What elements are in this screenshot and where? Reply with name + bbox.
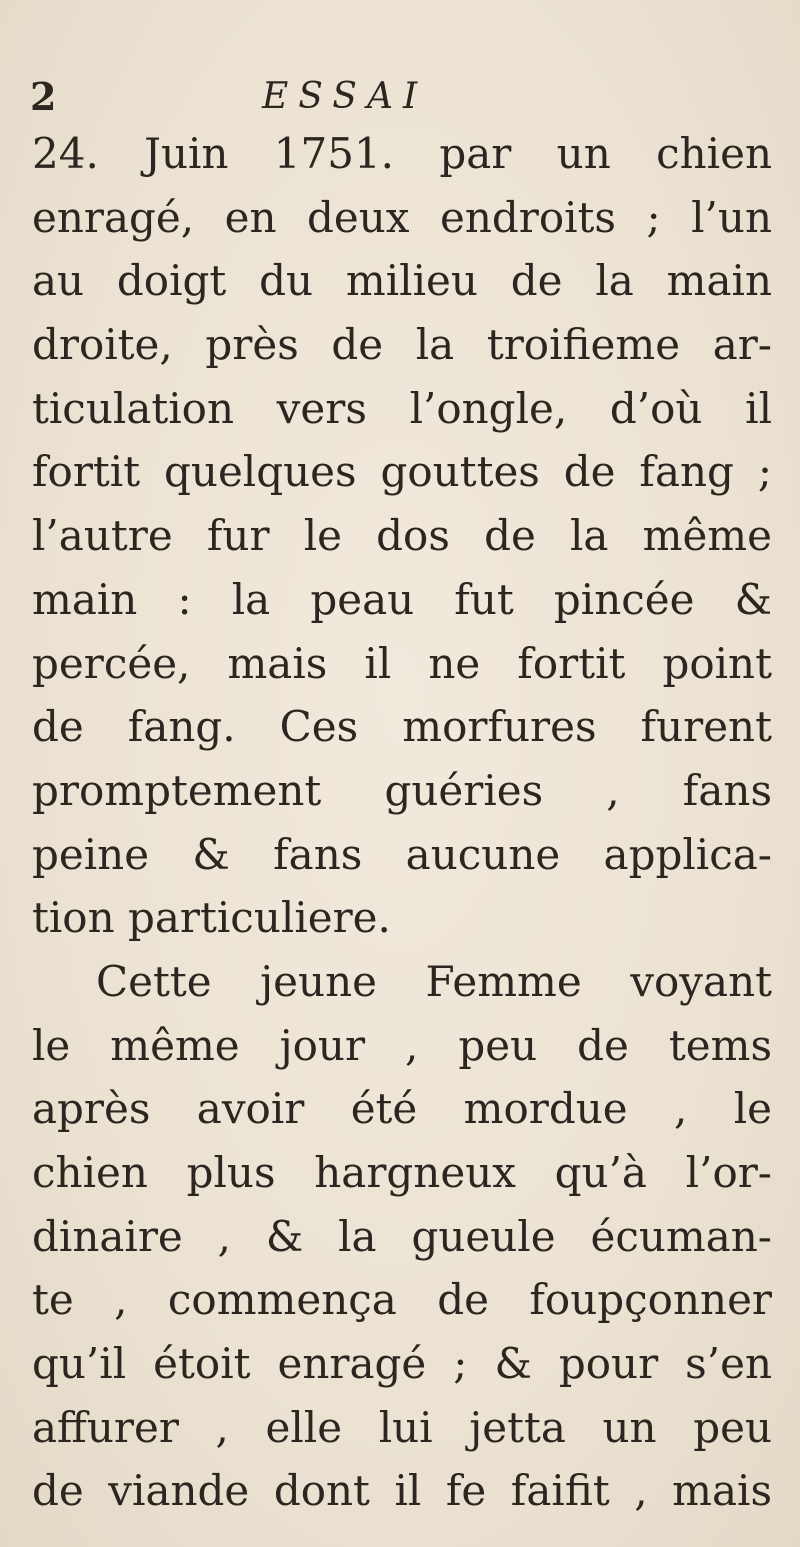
text-line: Cette jeune Femme voyant	[96, 956, 772, 1006]
running-head	[0, 72, 800, 122]
text-line: dinaire , & la gueule écuman-	[32, 1211, 772, 1261]
page-number: 2	[30, 74, 57, 119]
text-line: ticulation vers l’ongle, d’où il	[32, 383, 772, 433]
text-line: promptement guéries , fans	[32, 765, 772, 815]
text-line: l’autre fur le dos de la même	[32, 511, 772, 561]
text-line: peine & fans aucune applica-	[32, 829, 772, 879]
text-line: percée, mais il ne fortit point	[32, 638, 772, 688]
text-line: de viande dont il fe faifit , mais	[32, 1466, 772, 1516]
text-line: de fang. Ces morfures furent	[32, 702, 772, 752]
text-line: main : la peau fut pincée &	[32, 574, 772, 624]
text-line: le même jour , peu de tems	[32, 1020, 772, 1070]
running-title: ESSAI	[262, 76, 428, 117]
text-line: chien plus hargneux qu’à l’or-	[32, 1148, 772, 1197]
text-line: affurer , elle lui jetta un peu	[32, 1402, 772, 1452]
text-line: tion particuliere.	[32, 893, 391, 943]
text-line: qu’il étoit enragé ; & pour s’en	[32, 1339, 772, 1389]
text-line: droite, près de la troifieme ar-	[32, 320, 772, 370]
body-text	[32, 122, 772, 1523]
text-line: au doigt du milieu de la main	[32, 256, 772, 306]
text-line: enragé, en deux endroits ; l’un	[32, 192, 772, 242]
text-line: te , commença de foupçonner	[32, 1275, 772, 1325]
text-line: fortit quelques gouttes de fang ;	[32, 447, 772, 497]
text-line: 24. Juin 1751. par un chien	[32, 129, 772, 178]
text-line: après avoir été mordue , le	[32, 1084, 772, 1134]
